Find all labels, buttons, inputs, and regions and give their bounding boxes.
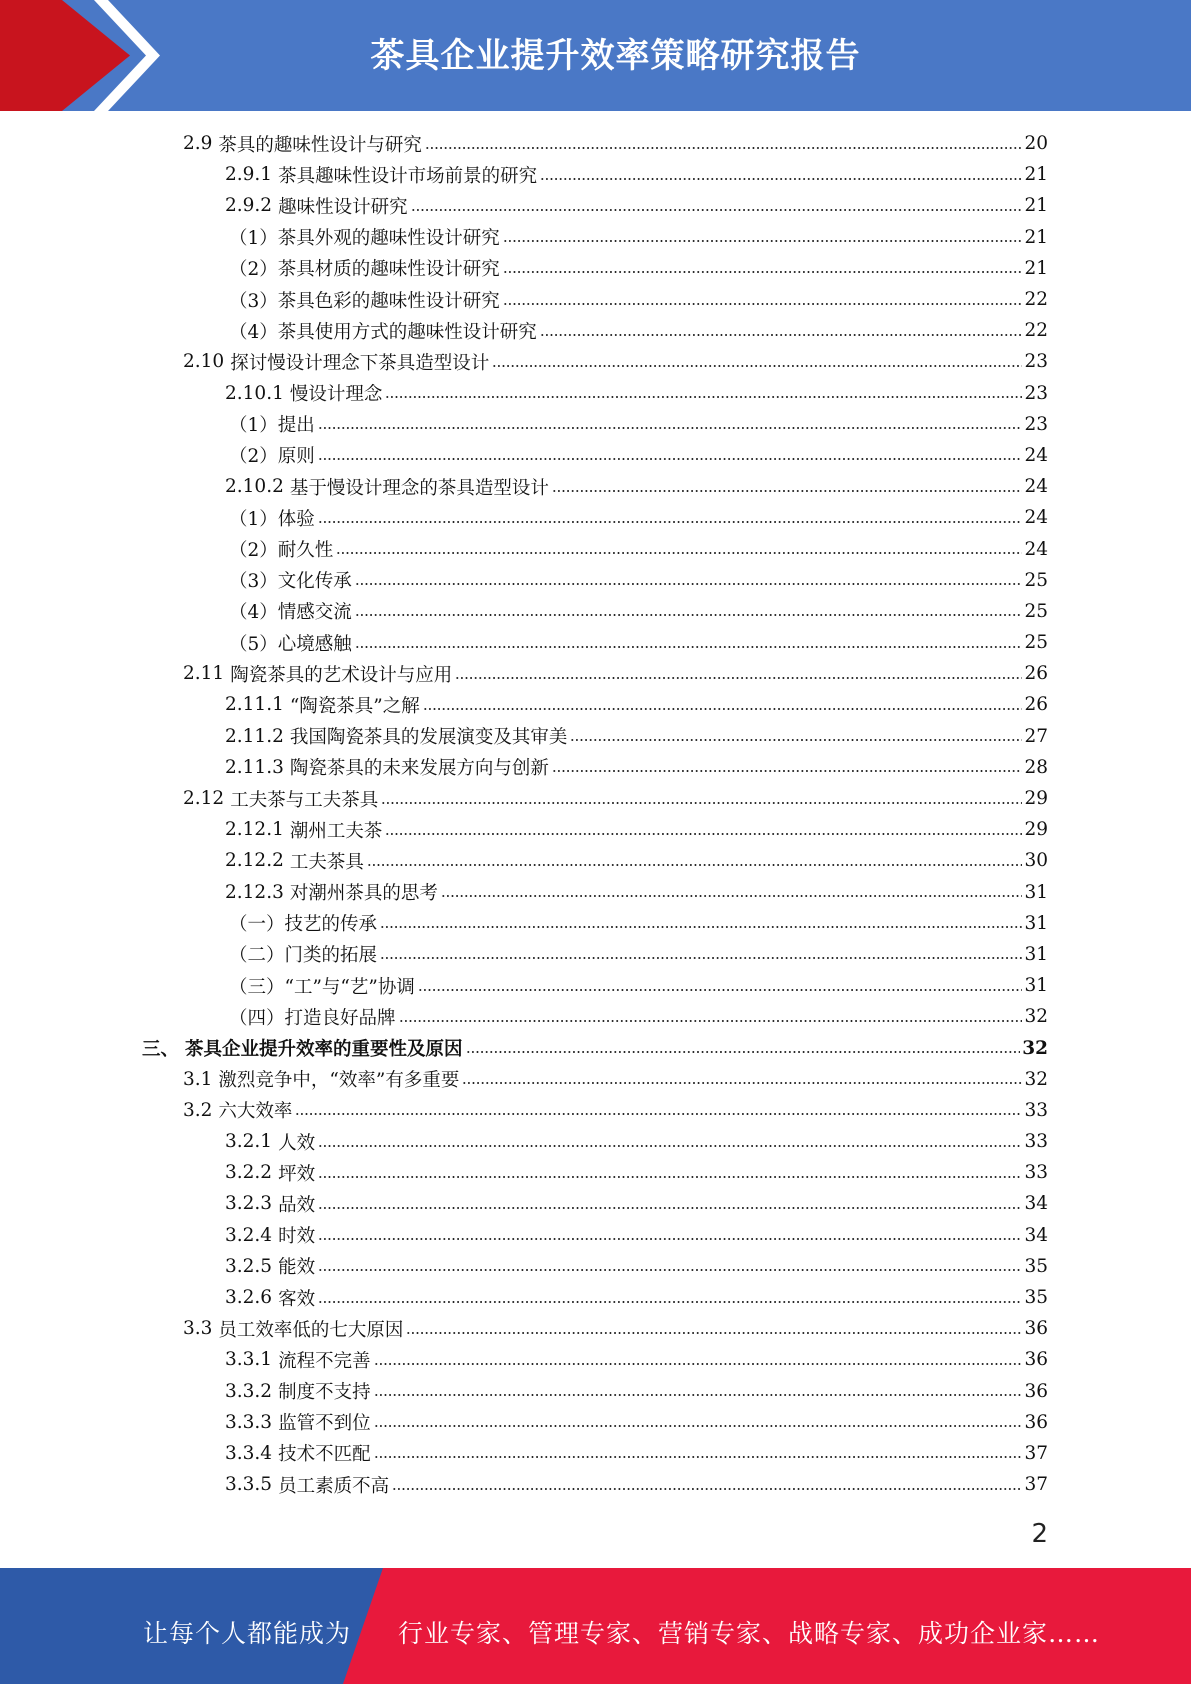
toc-entry-title: 探讨慢设计理念下茶具造型设计 xyxy=(230,352,490,374)
toc-entry-title: 茶具企业提升效率的重要性及原因 xyxy=(185,1039,463,1061)
toc-entry-number: 2.12.2 xyxy=(225,850,284,872)
toc-entry[interactable] xyxy=(0,1376,1191,1407)
toc-entry[interactable] xyxy=(0,721,1191,752)
toc-entry[interactable] xyxy=(0,939,1191,970)
toc-entry-page: 31 xyxy=(1024,975,1048,997)
toc-entry-page: 21 xyxy=(1024,164,1048,186)
toc-entry-number: （3） xyxy=(229,571,278,593)
toc-entry-page: 21 xyxy=(1024,257,1048,279)
toc-entry-title: 原则 xyxy=(277,446,315,468)
toc-dot-leader xyxy=(418,989,1023,991)
toc-entry-title: 人效 xyxy=(278,1132,316,1154)
toc-entry-page: 23 xyxy=(1024,351,1048,373)
toc-entry-page: 36 xyxy=(1024,1411,1048,1433)
toc-dot-leader xyxy=(374,1394,1023,1396)
toc-entry-page: 24 xyxy=(1024,444,1048,466)
toc-entry[interactable] xyxy=(0,565,1191,596)
toc-dot-leader xyxy=(540,334,1023,336)
toc-entry-number: 3.2 xyxy=(183,1099,213,1121)
toc-entry[interactable] xyxy=(0,1126,1191,1157)
toc-entry-page: 37 xyxy=(1024,1474,1048,1496)
toc-entry-page: 33 xyxy=(1024,1131,1048,1153)
toc-dot-leader xyxy=(552,490,1023,492)
toc-dot-leader xyxy=(355,646,1023,648)
toc-entry[interactable] xyxy=(0,1344,1191,1375)
toc-dot-leader xyxy=(318,458,1023,460)
page-number: 2 xyxy=(1031,1519,1048,1549)
toc-entry-number: 3.3 xyxy=(183,1318,213,1340)
toc-entry-page: 36 xyxy=(1024,1349,1048,1371)
toc-entry-title: 情感交流 xyxy=(277,602,352,624)
toc-entry-page: 29 xyxy=(1024,788,1048,810)
toc-entry-number: （三） xyxy=(229,976,285,998)
toc-entry-page: 31 xyxy=(1024,881,1048,903)
toc-entry-title: 基于慢设计理念的茶具造型设计 xyxy=(289,477,549,499)
toc-dot-leader xyxy=(318,1176,1022,1178)
toc-entry-title: 工夫茶与工夫茶具 xyxy=(230,789,379,811)
toc-entry[interactable] xyxy=(0,877,1191,908)
toc-entry-title: 员工素质不高 xyxy=(278,1475,390,1497)
toc-entry-page: 21 xyxy=(1024,226,1048,248)
toc-entry-number: 3.2.1 xyxy=(225,1131,273,1153)
toc-entry-page: 37 xyxy=(1024,1442,1048,1464)
toc-entry[interactable] xyxy=(0,1095,1191,1126)
toc-entry[interactable] xyxy=(0,284,1191,315)
toc-entry-number: 3.3.4 xyxy=(225,1442,273,1464)
toc-entry[interactable] xyxy=(0,502,1191,533)
toc-entry[interactable] xyxy=(0,128,1191,159)
toc-dot-leader xyxy=(385,396,1022,398)
toc-entry-page: 23 xyxy=(1024,413,1048,435)
toc-entry[interactable] xyxy=(0,533,1191,564)
toc-entry-title: 茶具色彩的趣味性设计研究 xyxy=(277,290,500,312)
toc-entry-page: 31 xyxy=(1024,912,1048,934)
toc-entry-page: 24 xyxy=(1024,476,1048,498)
toc-dot-leader xyxy=(570,739,1022,741)
toc-entry-number: 2.9 xyxy=(183,133,213,155)
toc-entry[interactable] xyxy=(0,1407,1191,1438)
toc-entry-title: 流程不完善 xyxy=(278,1350,371,1372)
toc-entry-number: 3.3.3 xyxy=(225,1411,273,1433)
header-banner xyxy=(0,0,1191,111)
toc-entry[interactable] xyxy=(0,1001,1191,1032)
toc-entry-number: （1） xyxy=(229,415,278,437)
toc-dot-leader xyxy=(318,427,1023,429)
toc-entry-number: 3.2.2 xyxy=(225,1162,273,1184)
toc-entry-title: 员工效率低的七大原因 xyxy=(218,1319,404,1341)
toc-entry-page: 24 xyxy=(1024,538,1048,560)
toc-entry-page: 35 xyxy=(1024,1287,1048,1309)
toc-entry-title: 慢设计理念 xyxy=(289,384,383,406)
toc-entry-number: （5） xyxy=(229,633,278,655)
toc-entry-title: 茶具的趣味性设计与研究 xyxy=(218,134,422,156)
toc-entry[interactable] xyxy=(0,253,1191,284)
table-of-contents xyxy=(0,128,1191,1500)
toc-entry[interactable] xyxy=(0,908,1191,939)
toc-entry-title: 体验 xyxy=(277,508,315,530)
toc-dot-leader xyxy=(503,240,1023,242)
toc-entry-number: 3.2.5 xyxy=(225,1255,273,1277)
toc-entry-number: 2.9.1 xyxy=(225,164,273,186)
toc-entry-number: 2.11.2 xyxy=(225,725,284,747)
toc-entry-title: 茶具材质的趣味性设计研究 xyxy=(277,259,500,281)
toc-entry-number: 3.2.4 xyxy=(225,1224,273,1246)
toc-entry-page: 29 xyxy=(1024,819,1048,841)
toc-entry-page: 26 xyxy=(1024,663,1048,685)
toc-entry-number: （2） xyxy=(229,259,278,281)
toc-entry-title: 制度不支持 xyxy=(278,1382,371,1404)
toc-entry-page: 25 xyxy=(1024,600,1048,622)
toc-entry[interactable] xyxy=(0,1469,1191,1500)
toc-dot-leader xyxy=(423,708,1023,710)
toc-entry-title: 门类的拓展 xyxy=(284,945,378,967)
toc-entry[interactable] xyxy=(0,1032,1191,1063)
toc-entry-title: 对潮州茶具的思考 xyxy=(289,883,438,905)
toc-entry-title: “工”与“艺”协调 xyxy=(284,976,415,998)
toc-entry-number: （四） xyxy=(229,1007,285,1029)
toc-entry-page: 36 xyxy=(1024,1318,1048,1340)
toc-dot-leader xyxy=(374,1363,1023,1365)
toc-entry-number: 三、 xyxy=(142,1039,180,1061)
toc-entry[interactable] xyxy=(0,471,1191,502)
toc-entry-title: 坪效 xyxy=(278,1163,316,1185)
toc-entry-title: 心境感触 xyxy=(277,633,352,655)
toc-entry[interactable] xyxy=(0,845,1191,876)
toc-entry-number: 3.3.1 xyxy=(225,1349,273,1371)
toc-entry-page: 21 xyxy=(1024,195,1048,217)
toc-entry[interactable] xyxy=(0,1064,1191,1095)
toc-entry-number: 2.11.3 xyxy=(225,756,284,778)
toc-entry-title: 趣味性设计研究 xyxy=(278,196,408,218)
toc-entry-title: 六大效率 xyxy=(218,1101,293,1123)
toc-entry-page: 32 xyxy=(1022,1037,1048,1059)
toc-entry-page: 27 xyxy=(1024,725,1048,747)
toc-dot-leader xyxy=(318,1207,1022,1209)
toc-entry[interactable] xyxy=(0,315,1191,346)
toc-entry[interactable] xyxy=(0,440,1191,471)
toc-entry[interactable] xyxy=(0,627,1191,658)
toc-entry-number: 2.10.2 xyxy=(225,476,284,498)
toc-entry-page: 31 xyxy=(1024,943,1048,965)
toc-dot-leader xyxy=(466,1051,1021,1053)
toc-entry[interactable] xyxy=(0,814,1191,845)
toc-entry-page: 25 xyxy=(1024,569,1048,591)
toc-entry-title: 能效 xyxy=(278,1257,316,1279)
toc-dot-leader xyxy=(425,147,1023,149)
toc-entry-number: 3.3.2 xyxy=(225,1380,273,1402)
toc-entry-number: 2.9.2 xyxy=(225,195,273,217)
toc-entry-title: 茶具外观的趣味性设计研究 xyxy=(277,228,500,250)
toc-entry-page: 34 xyxy=(1024,1193,1048,1215)
toc-entry[interactable] xyxy=(0,222,1191,253)
toc-entry-title: 技术不匹配 xyxy=(278,1444,371,1466)
toc-dot-leader xyxy=(399,1020,1023,1022)
toc-entry[interactable] xyxy=(0,409,1191,440)
toc-entry-title: 茶具趣味性设计市场前景的研究 xyxy=(278,165,538,187)
toc-entry-number: 2.12.1 xyxy=(225,819,284,841)
toc-entry-page: 26 xyxy=(1024,694,1048,716)
toc-entry-number: （3） xyxy=(229,290,278,312)
toc-entry-title: 打造良好品牌 xyxy=(284,1007,396,1029)
toc-entry-title: 技艺的传承 xyxy=(284,914,378,936)
toc-entry-title: 陶瓷茶具的未来发展方向与创新 xyxy=(289,758,549,780)
toc-entry[interactable] xyxy=(0,1438,1191,1469)
toc-entry[interactable] xyxy=(0,159,1191,190)
toc-entry-title: 品效 xyxy=(278,1194,316,1216)
toc-entry[interactable] xyxy=(0,970,1191,1001)
toc-entry[interactable] xyxy=(0,1282,1191,1313)
toc-entry-page: 23 xyxy=(1024,382,1048,404)
toc-dot-leader xyxy=(455,677,1022,679)
toc-entry-page: 33 xyxy=(1024,1162,1048,1184)
toc-dot-leader xyxy=(385,833,1022,835)
toc-dot-leader xyxy=(295,1113,1022,1115)
toc-entry[interactable] xyxy=(0,1220,1191,1251)
footer-banner xyxy=(0,1568,1191,1684)
toc-entry-number: 2.10 xyxy=(183,351,225,373)
toc-entry-page: 32 xyxy=(1024,1006,1048,1028)
toc-entry[interactable] xyxy=(0,689,1191,720)
toc-dot-leader xyxy=(355,583,1023,585)
toc-dot-leader xyxy=(411,209,1023,211)
toc-dot-leader xyxy=(318,1145,1022,1147)
toc-dot-leader xyxy=(441,895,1023,897)
toc-entry-page: 20 xyxy=(1024,133,1048,155)
toc-entry[interactable] xyxy=(0,346,1191,377)
toc-entry-title: 文化传承 xyxy=(277,571,352,593)
toc-entry-page: 30 xyxy=(1024,850,1048,872)
toc-dot-leader xyxy=(374,1456,1023,1458)
toc-dot-leader xyxy=(503,303,1023,305)
toc-entry-number: （一） xyxy=(229,914,285,936)
toc-entry[interactable] xyxy=(0,1313,1191,1344)
toc-dot-leader xyxy=(318,1238,1022,1240)
footer-slogan-left: 让每个人都能成为 xyxy=(143,1619,352,1648)
toc-entry[interactable] xyxy=(0,596,1191,627)
toc-entry-page: 32 xyxy=(1024,1068,1048,1090)
toc-dot-leader xyxy=(318,1269,1022,1271)
toc-dot-leader xyxy=(552,770,1023,772)
toc-entry[interactable] xyxy=(0,378,1191,409)
toc-dot-leader xyxy=(380,926,1022,928)
toc-entry-title: 监管不到位 xyxy=(278,1413,371,1435)
toc-entry[interactable] xyxy=(0,783,1191,814)
toc-entry-page: 25 xyxy=(1024,632,1048,654)
toc-entry-number: （4） xyxy=(229,602,278,624)
toc-entry-number: 2.12.3 xyxy=(225,881,284,903)
toc-dot-leader xyxy=(367,864,1023,866)
toc-entry-page: 22 xyxy=(1024,289,1048,311)
toc-entry-number: （二） xyxy=(229,945,285,967)
toc-entry-title: 提出 xyxy=(277,415,315,437)
toc-entry-title: 茶具使用方式的趣味性设计研究 xyxy=(277,321,537,343)
toc-dot-leader xyxy=(381,802,1022,804)
toc-entry-page: 33 xyxy=(1024,1099,1048,1121)
toc-dot-leader xyxy=(336,552,1022,554)
footer-slogan-right: 行业专家、管理专家、营销专家、战略专家、成功企业家…… xyxy=(398,1619,1101,1648)
toc-entry-number: 3.2.3 xyxy=(225,1193,273,1215)
toc-entry-number: 3.2.6 xyxy=(225,1287,273,1309)
toc-entry-number: 2.11 xyxy=(183,663,225,685)
toc-entry-page: 28 xyxy=(1024,756,1048,778)
toc-entry[interactable] xyxy=(0,1188,1191,1219)
toc-entry-number: 3.1 xyxy=(183,1068,213,1090)
toc-dot-leader xyxy=(318,521,1023,523)
toc-entry-number: 2.12 xyxy=(183,788,225,810)
toc-entry-number: （2） xyxy=(229,446,278,468)
toc-dot-leader xyxy=(355,614,1023,616)
toc-entry-number: 3.3.5 xyxy=(225,1474,273,1496)
toc-entry-title: 陶瓷茶具的艺术设计与应用 xyxy=(230,664,453,686)
toc-entry[interactable] xyxy=(0,190,1191,221)
toc-entry-number: （4） xyxy=(229,321,278,343)
toc-dot-leader xyxy=(380,957,1022,959)
toc-dot-leader xyxy=(462,1082,1022,1084)
toc-entry-page: 22 xyxy=(1024,320,1048,342)
toc-entry-page: 24 xyxy=(1024,507,1048,529)
toc-entry-page: 34 xyxy=(1024,1224,1048,1246)
toc-entry-number: （1） xyxy=(229,508,278,530)
toc-entry-page: 35 xyxy=(1024,1255,1048,1277)
toc-dot-leader xyxy=(406,1332,1022,1334)
toc-entry-number: 2.11.1 xyxy=(225,694,284,716)
toc-entry[interactable] xyxy=(0,1251,1191,1282)
toc-dot-leader xyxy=(540,178,1022,180)
toc-dot-leader xyxy=(492,365,1022,367)
toc-entry[interactable] xyxy=(0,1157,1191,1188)
toc-entry-title: 客效 xyxy=(278,1288,316,1310)
toc-dot-leader xyxy=(318,1301,1022,1303)
toc-entry[interactable] xyxy=(0,752,1191,783)
toc-entry-number: 2.10.1 xyxy=(225,382,284,404)
toc-entry-title: 耐久性 xyxy=(277,540,334,562)
toc-entry-page: 36 xyxy=(1024,1380,1048,1402)
toc-dot-leader xyxy=(392,1488,1022,1490)
toc-entry-title: 潮州工夫茶 xyxy=(289,820,383,842)
toc-entry-number: （2） xyxy=(229,540,278,562)
toc-dot-leader xyxy=(374,1425,1023,1427)
toc-entry-number: （1） xyxy=(229,228,278,250)
toc-dot-leader xyxy=(503,271,1023,273)
toc-entry[interactable] xyxy=(0,658,1191,689)
toc-entry-title: 工夫茶具 xyxy=(289,851,364,873)
toc-entry-title: 激烈竞争中，“效率”有多重要 xyxy=(218,1070,460,1092)
report-title: 茶具企业提升效率策略研究报告 xyxy=(370,36,861,76)
toc-entry-title: “陶瓷茶具”之解 xyxy=(289,695,420,717)
toc-entry-title: 时效 xyxy=(278,1226,316,1248)
toc-entry-title: 我国陶瓷茶具的发展演变及其审美 xyxy=(289,727,568,749)
